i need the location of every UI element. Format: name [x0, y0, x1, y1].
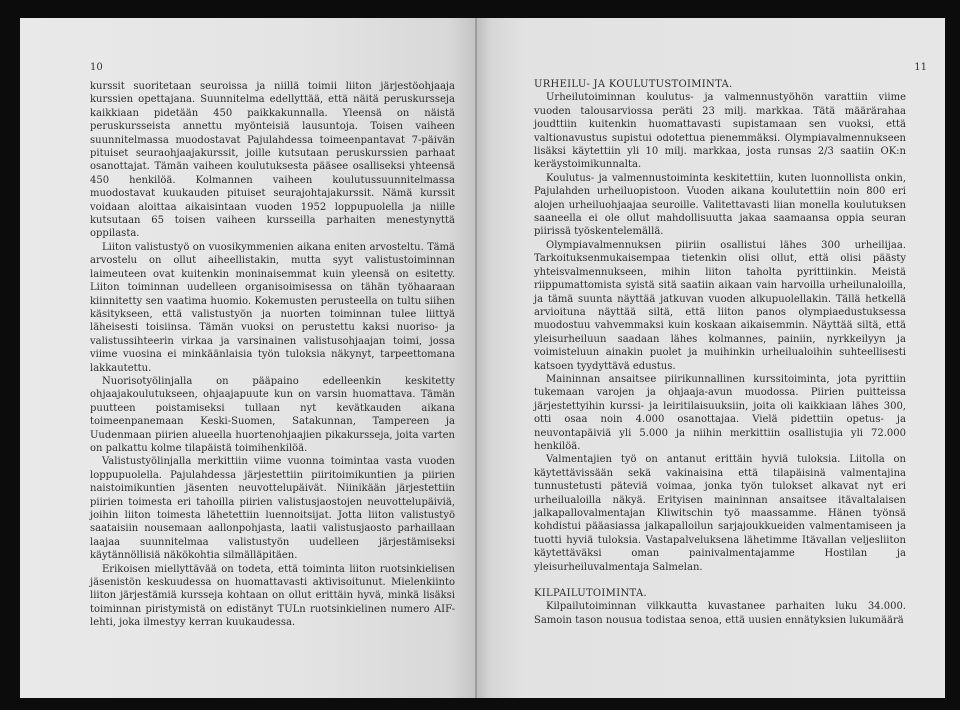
right-page — [477, 18, 945, 698]
left-page — [20, 18, 477, 698]
section-spacer — [534, 574, 906, 587]
right-page-number: 11 — [914, 62, 927, 73]
left-page-number: 10 — [90, 62, 103, 73]
paragraph: Valmentajien työ on antanut erittäin hyviä tuloksia. Liitolla on käytettävissään sekä vakinaisina että tilapäisinä valmentajina tunnustetusti päteviä voimaa, jonka työn tulokset alkavat nyt eri urheilualoilla näkyä. Erityisen maininnan ansaitsee itävaltalaisen jalkapallovalmentajan Kliwitschin työ maassamme. Hänen työnsä kohdistui pääasiassa jalkapalloilun sarjajoukkueiden valmentamiseen ja tuotti hyviä tuloksia. Vastapalveluksena lähetimme Itävallan veljesliiton käytettäväksi oman painivalmentajamme Hostilan ja yleisurheiluvalmentaja Salmelan. — [534, 454, 906, 573]
section-heading: KILPAILUTOIMINTA. — [534, 588, 647, 600]
paragraph: Kilpailutoiminnan vilkkautta kuvastanee parhaiten luku 34.000. Samoin tason nousua todistaa senoa, että uusien ennätyksien lukumäärä — [534, 601, 906, 626]
paragraph: Urheilutoiminnan koulutus- ja valmennustyöhön varattiin viime vuoden talousarviossa peräti 23 milj. markkaa. Tätä määrärahaa joudttiin kuitenkin huomattavasti supistamaan sen vuoksi, että valtionavustus supistui odotettua pienemmäksi. Olympiavalmennukseen lisäksi käytettiin yli 10 milj. markkaa, josta runsas 2/3 saatiin OK:n keräystoimikunnalta. — [534, 92, 906, 171]
paragraph: Nuorisotyölinjalla on pääpaino edelleenkin keskitetty ohjaajakoulutukseen, ohjaajapuute kun on varsin huomattava. Tämän puutteen poistamiseksi tullaan nyt kevätkauden aikana toimeenpanemaan Keski-Suomen, Satakunnan, Tampereen ja Uudenmaan piirien alueella huortenohjaajien pikakursseja, joita varten on palkattu kolme tilapäistä toimihenkilöä. — [90, 375, 455, 454]
paragraph: Koulutus- ja valmennustoiminta keskitettiin, kuten luonnollista onkin, Pajulahden urheiluopistoon. Vuoden aikana koulutettiin noin 800 eri alojen urheiluohjaajaa seuroille. Valitettavasti liian monella koulutuksen saaneella ei ole ollut mahdollisuutta jakaa saamaansa oppia seuran piirissä työskentelemällä. — [534, 172, 906, 238]
paragraph: Valistustyölinjalla merkittiin viime vuonna toimintaa vasta vuoden loppupuolella. Pajulahdessa järjestettiin piiritoimikuntien ja piirien naistoimikuntien jäsenten neuvottelupäivät. Niinikään järjestettiin piirien toimesta eri tahoilla piirien valistusjaostojen neuvottelupäiviä, joihin liiton toimesta lähetettiin luennoitsijat. Jotta liiton valistustyö saataisiin nousemaan aallonpohjasta, laatii valistusjaosto parhaillaan laajaa suunnitelmaa valistustyön uudelleen järjestämiseksi käytännöllisiä näkökohtia silmälläpitäen. — [90, 456, 455, 562]
section-heading: URHEILU- JA KOULUTUSTOIMINTA. — [534, 79, 733, 90]
right-page-body — [534, 78, 906, 627]
paragraph: Olympiavalmennuksen piiriin osallistui lähes 300 urheilijaa. Tarkoituksenmukaisempaa tietenkin olisi ollut, että olisi päästy yhteisvalmennukseen, mihin liiton taholta pyrittiinkin. Meistä riippumattomista syistä sitä saatiin aikaan vain harvoilla urheilunaloilla, ja tämä suunta näyttää jatkuvan vuoden alkupuolellakin. Tällä hetkellä arvioituna näyttää siltä, että liiton panos olympiaedustuksessa muodostuu vahvemmaksi kuin koskaan aikaisemmin. Näyttää siltä, että yleisurheiluun saadaan lähes kolmannes, painiin, nyrkkeilyyn ja voimisteluun ainakin puolet ja muihinkin urheilualoihin suhteellisesti katsoen tyydyttävä edustus. — [534, 239, 906, 372]
paragraph: Liiton valistustyö on vuosikymmenien aikana eniten arvosteltu. Tämä arvostelu on ollut aiheellistakin, mutta syyt valistustoiminnan laimeuteen ovat kuitenkin moninaisemmat kuin yleensä on esitetty. Liiton toiminnan uudelleen organisoimisessa on tähän työhaaraan kiinnitetty sen vaatima huomio. Kokemusten perusteella on tultu siihen käsitykseen, että valistustyön ja nuorten toiminnan tulee liittyä läheisesti toisiinsa. Tämän vuoksi on perustettu kaksi nuoriso- ja valistussihteerin virkaa ja varsinainen valistusohjaajan toimi, jossa viime vuosina ei minkäänlaisia työn tuloksia näkynyt, tarpeettomana lakkautettu. — [90, 241, 455, 374]
paragraph: Maininnan ansaitsee piirikunnallinen kurssitoiminta, jota pyrittiin tukemaan varojen ja ohjaaja-avun muodossa. Piirien puitteissa järjestettyihin kurssi- ja leiritilaisuuksiin, joita oli kaikkiaan lähes 300, otti osaa noin 4.000 osanottajaa. Vielä pidettiin opetus- ja neuvontapäiviä yli 5.000 ja niihin merkittiin osallistujia yli 72.000 henkilöä. — [534, 373, 906, 452]
paragraph: kurssit suoritetaan seuroissa ja niillä toimii liiton järjestöohjaaja kurssien opettajana. Suunnitelma edellyttää, että näitä peruskursseja kaikkiaan pidetään 450 paikkakunnalla. Yleensä on näistä peruskursseista annettu myönteisiä lausuntoja. Toisen vaiheen suunnitelmassa muodostavat Pajulahdessa toimeenpantavat 7-päivän pituiset seuraohjaajakurssit, joille kutsutaan peruskurssien parhaat osanottajat. Tämän vaiheen koulutuksesta pääsee osalliseksi yhteensä 450 henkilöä. Kolmannen vaiheen koulutussuunnitelmassa muodostavat kuukauden pituiset seurajohtajakurssit. Nämä kurssit voidaan aloittaa aikaisintaan vuoden 1952 loppupuolella ja niille kutsutaan 65 toisen vaiheen kursseilla parhaiten menestynyttä oppilasta. — [90, 81, 455, 240]
book-spread — [20, 18, 945, 698]
left-page-body — [90, 80, 455, 630]
paragraph: Erikoisen miellyttävää on todeta, että toiminta liiton ruotsinkielisen jäsenistön keskuudessa on huomattavasti aktivisoitunut. Mielenkiinto liiton järjestämiä kursseja kohtaan on ollut erittäin hyvä, minkä lisäksi toiminnan piristymistä on edistänyt TULn ruotsinkielinen numero AIF-lehti, joka ilmestyy kerran kuukaudessa. — [90, 563, 455, 629]
